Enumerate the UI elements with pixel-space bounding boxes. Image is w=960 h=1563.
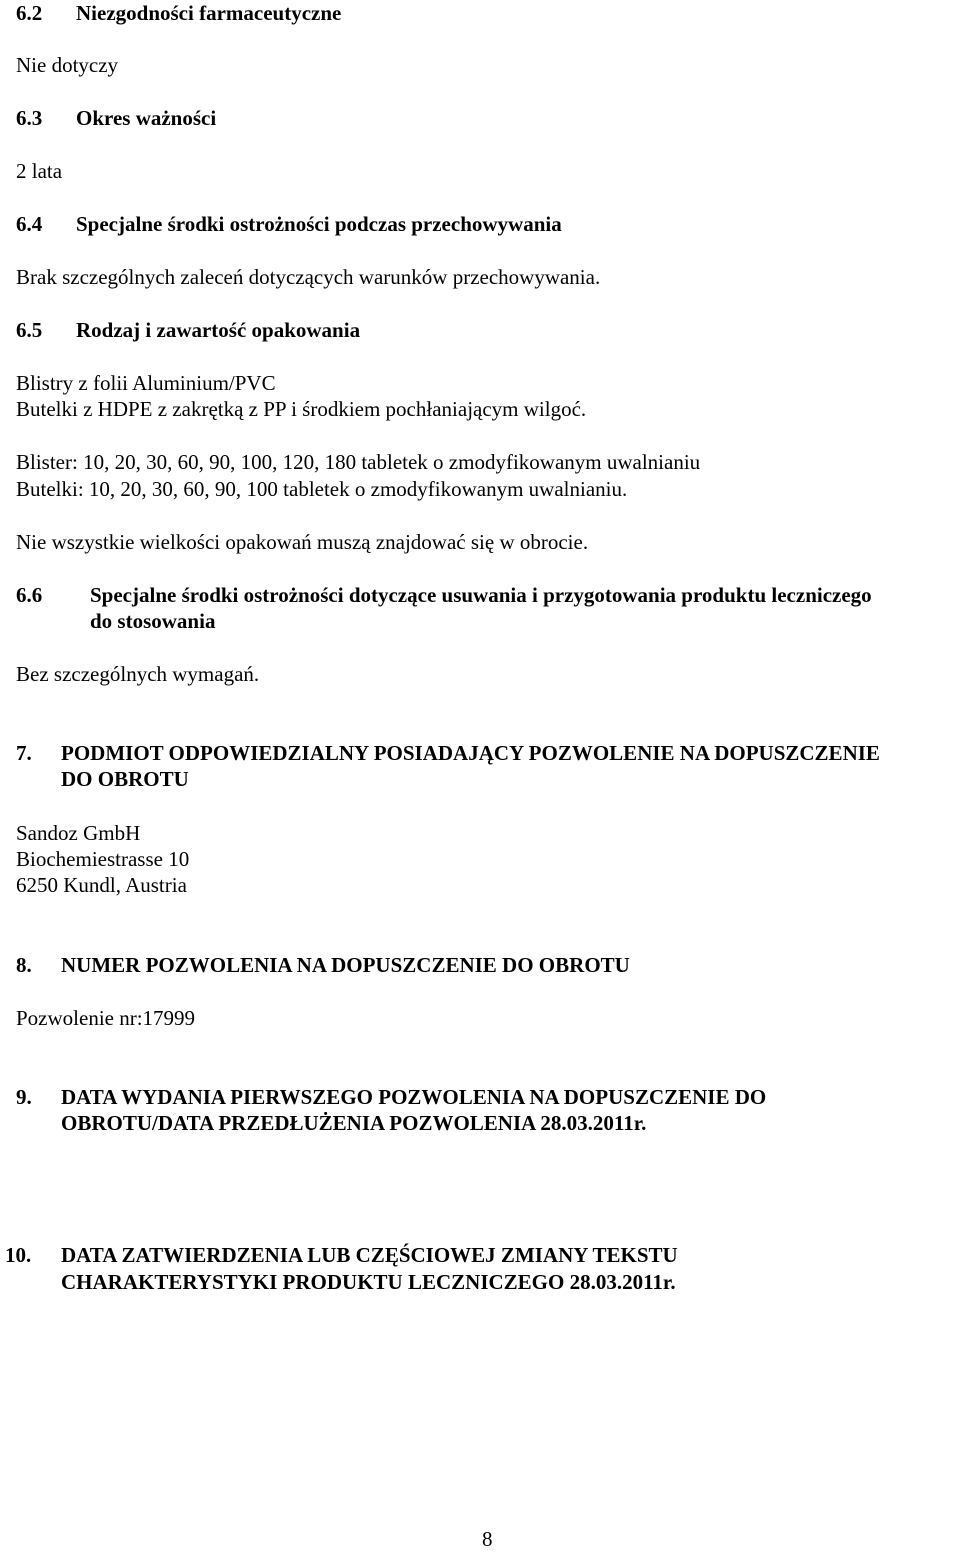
- section-number: 10.: [5, 1243, 32, 1267]
- section-6-6-heading: [16, 582, 872, 608]
- section-7-heading: [16, 740, 880, 766]
- section-title: Niezgodności farmaceutyczne: [76, 1, 342, 25]
- section-number: 6.2: [16, 1, 43, 25]
- section-title: DATA ZATWIERDZENIA LUB CZĘŚCIOWEJ ZMIANY TEKSTU: [61, 1243, 678, 1267]
- section-6-6-body: Bez szczególnych wymagań.: [16, 662, 260, 686]
- section-6-6-heading-cont: do stosowania: [90, 609, 216, 633]
- section-6-4-body: Brak szczególnych zaleceń dotyczących warunków przechowywania.: [16, 265, 601, 289]
- section-number: 7.: [16, 741, 32, 765]
- section-9-heading: [16, 1084, 766, 1110]
- section-8-body: Pozwolenie nr:17999: [16, 1006, 196, 1030]
- packaging-line: Butelki z HDPE z zakrętką z PP i środkiem pochłaniającym wilgoć.: [16, 397, 587, 421]
- section-6-4-heading: [16, 211, 562, 237]
- packaging-line: Nie wszystkie wielkości opakowań muszą znajdować się w obrocie.: [16, 530, 589, 554]
- section-10-heading-cont: CHARAKTERYSTYKI PRODUKTU LECZNICZEGO 28.03.2011r.: [61, 1270, 676, 1294]
- section-8-heading: [16, 952, 630, 978]
- section-number: 8.: [16, 953, 32, 977]
- address-line: Biochemiestrasse 10: [16, 847, 190, 871]
- section-title: Specjalne środki ostrożności podczas przechowywania: [76, 212, 562, 236]
- section-6-2-body: Nie dotyczy: [16, 53, 119, 77]
- section-6-3-body: 2 lata: [16, 159, 63, 183]
- page-number: 8: [482, 1527, 493, 1551]
- section-10-heading: [5, 1242, 678, 1268]
- packaging-line: Butelki: 10, 20, 30, 60, 90, 100 tabletek o zmodyfikowanym uwalnianiu.: [16, 477, 628, 501]
- section-6-2-heading: [16, 0, 341, 26]
- section-6-3-heading: [16, 105, 216, 131]
- packaging-line: Blistry z folii Aluminium/PVC: [16, 371, 276, 395]
- section-9-heading-cont: OBROTU/DATA PRZEDŁUŻENIA POZWOLENIA 28.03.2011r.: [61, 1111, 647, 1135]
- section-title: DATA WYDANIA PIERWSZEGO POZWOLENIA NA DOPUSZCZENIE DO: [61, 1085, 767, 1109]
- section-number: 6.5: [16, 318, 43, 342]
- section-title: Specjalne środki ostrożności dotyczące usuwania i przygotowania produktu leczniczego: [90, 583, 872, 607]
- section-number: 6.6: [16, 583, 43, 607]
- section-number: 9.: [16, 1085, 32, 1109]
- section-6-5-heading: [16, 317, 360, 343]
- section-title: NUMER POZWOLENIA NA DOPUSZCZENIE DO OBROTU: [61, 953, 630, 977]
- section-title: Okres ważności: [76, 106, 217, 130]
- section-number: 6.4: [16, 212, 43, 236]
- section-7-heading-cont: DO OBROTU: [61, 767, 189, 791]
- section-title: PODMIOT ODPOWIEDZIALNY POSIADAJĄCY POZWOLENIE NA DOPUSZCZENIE: [61, 741, 880, 765]
- section-title: Rodzaj i zawartość opakowania: [76, 318, 361, 342]
- address-line: 6250 Kundl, Austria: [16, 873, 187, 897]
- packaging-line: Blister: 10, 20, 30, 60, 90, 100, 120, 180 tabletek o zmodyfikowanym uwalnianiu: [16, 450, 701, 474]
- section-number: 6.3: [16, 106, 43, 130]
- address-line: Sandoz GmbH: [16, 821, 141, 845]
